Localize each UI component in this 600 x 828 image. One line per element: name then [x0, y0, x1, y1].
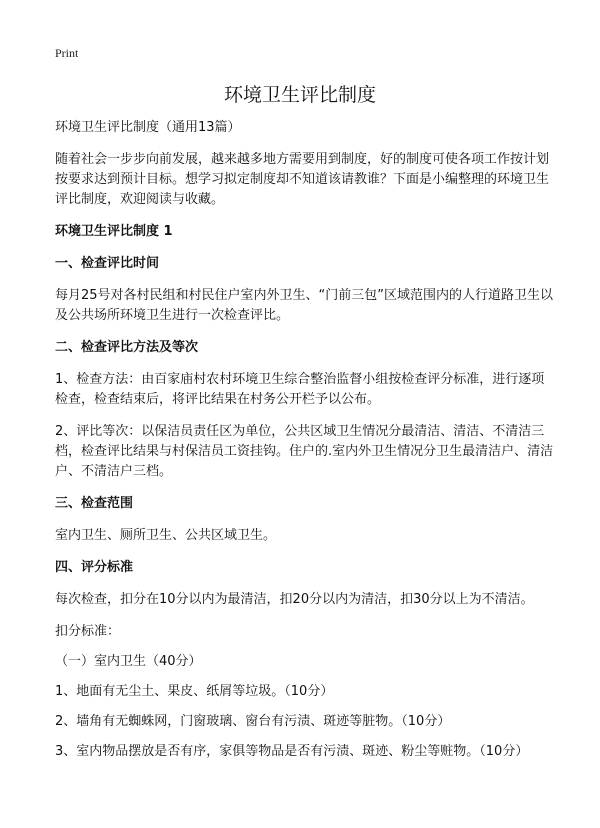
paragraph-inspection-method: 1、检查方法：由百家庙村农村环境卫生综合整治监督小组按检查评分标准，进行逐项检查，检查结束后，将评比结果在村务公开栏予以公布。	[55, 372, 545, 407]
document-body	[55, 118, 555, 772]
paragraph-scoring-standard: 每次检查，扣分在10分以内为最清洁，扣20分以内为清洁，扣30分以上为不清洁。	[55, 592, 534, 607]
page-title: 环境卫生评比制度	[223, 84, 376, 106]
subheading-indoor-hygiene: （一）室内卫生（40分）	[55, 654, 202, 669]
list-item: 2、墙角有无蜘蛛网，门窗玻璃、窗台有污渍、斑迹等脏物。（10分）	[55, 714, 451, 729]
section-heading: 环境卫生评比制度 1	[55, 224, 173, 239]
heading-inspection-scope: 三、检查范围	[55, 496, 134, 511]
print-link[interactable]: Print	[55, 46, 79, 60]
heading-scoring-standard: 四、评分标准	[55, 560, 134, 575]
list-item: 1、地面有无尘土、果皮、纸屑等垃圾。（10分）	[55, 684, 334, 699]
paragraph-inspection-scope: 室内卫生、厕所卫生、公共区域卫生。	[55, 528, 277, 543]
heading-inspection-time: 一、检查评比时间	[55, 256, 160, 271]
paragraph-inspection-time: 每月25号对各村民组和村民住户室内外卫生、“门前三包”区域范围内的人行道路卫生以及公共场所环境卫生进行一次检查评比。	[55, 288, 554, 323]
deduction-label: 扣分标准：	[55, 624, 121, 639]
intro-paragraph: 随着社会一步步向前发展，越来越多地方需要用到制度，好的制度可使各项工作按计划按要求达到预计目标。想学习拟定制度却不知道该请教谁？下面是小编整理的环境卫生评比制度，欢迎阅读与收藏。	[55, 152, 550, 207]
document-subtitle: 环境卫生评比制度（通用13篇）	[55, 120, 241, 135]
paragraph-rating-grades: 2、评比等次：以保洁员责任区为单位，公共区域卫生情况分最清洁、清洁、不清洁三档，检查评比结果与村保洁员工资挂钩。住户的.室内外卫生情况分卫生最清洁户、清洁户、不清洁户三档。	[55, 424, 554, 479]
heading-inspection-method: 二、检查评比方法及等次	[55, 340, 199, 355]
list-item: 3、室内物品摆放是否有序，家俱等物品是否有污渍、斑迹、粉尘等赃物。（10分）	[55, 744, 529, 759]
